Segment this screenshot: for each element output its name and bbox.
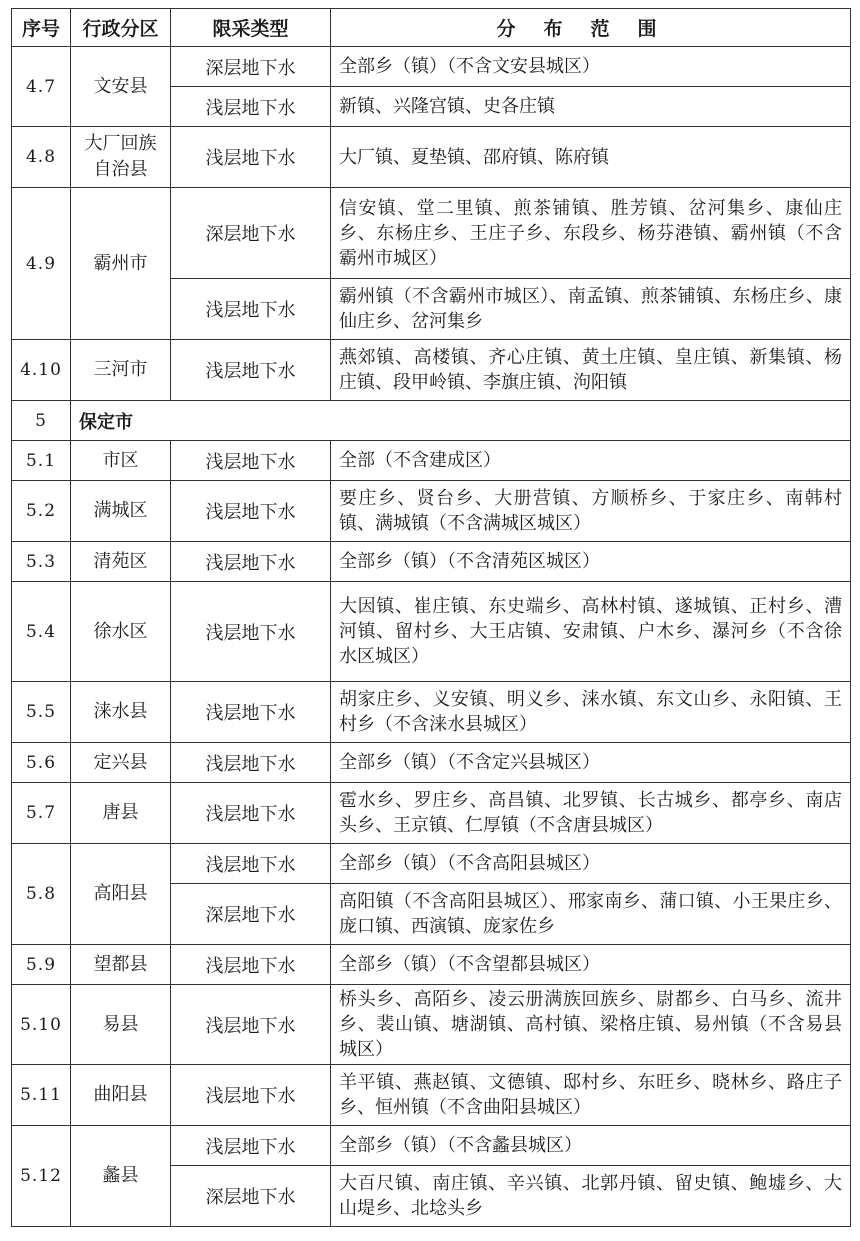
row-scope: 霸州镇（不含霸州市城区）、南孟镇、煎茶铺镇、东杨庄乡、康仙庄乡、岔河集乡 [331, 279, 851, 340]
row-district: 唐县 [71, 783, 171, 844]
row-district: 市区 [71, 441, 171, 481]
row-type: 深层地下水 [171, 1166, 331, 1227]
row-type: 浅层地下水 [171, 582, 331, 682]
row-district: 文安县 [71, 47, 171, 127]
table-row [12, 582, 851, 682]
row-type: 深层地下水 [171, 884, 331, 945]
row-type: 浅层地下水 [171, 985, 331, 1065]
table-body [12, 47, 851, 1227]
row-scope: 全部乡（镇）（不含蠡县城区） [331, 1126, 851, 1166]
table-row [12, 1126, 851, 1166]
row-seq: 4.9 [12, 188, 71, 340]
row-scope: 桥头乡、高陌乡、凌云册满族回族乡、尉都乡、白马乡、流井乡、裴山镇、塘湖镇、高村镇、梁格庄镇、易州镇（不含易县城区） [331, 985, 851, 1065]
row-seq: 5.10 [12, 985, 71, 1065]
row-seq: 5 [12, 401, 71, 441]
row-type: 浅层地下水 [171, 542, 331, 582]
row-seq: 5.6 [12, 743, 71, 783]
header-scope: 分布范围 [331, 9, 851, 47]
row-scope: 雹水乡、罗庄乡、高昌镇、北罗镇、长古城乡、都亭乡、南店头乡、王京镇、仁厚镇（不含唐县城区） [331, 783, 851, 844]
table-row [12, 340, 851, 401]
row-seq: 5.2 [12, 481, 71, 542]
row-district: 徐水区 [71, 582, 171, 682]
row-scope: 要庄乡、贤台乡、大册营镇、方顺桥乡、于家庄乡、南韩村镇、满城镇（不含满城区城区） [331, 481, 851, 542]
row-seq: 5.9 [12, 945, 71, 985]
row-seq: 4.7 [12, 47, 71, 127]
row-seq: 5.11 [12, 1065, 71, 1126]
row-type: 浅层地下水 [171, 1065, 331, 1126]
row-scope: 全部乡（镇）（不含文安县城区） [331, 47, 851, 87]
row-district: 易县 [71, 985, 171, 1065]
row-scope: 高阳镇（不含高阳县城区）、邢家南乡、蒲口镇、小王果庄乡、庞口镇、西演镇、庞家佐乡 [331, 884, 851, 945]
row-seq: 5.1 [12, 441, 71, 481]
row-scope: 全部乡（镇）（不含高阳县城区） [331, 844, 851, 884]
row-district: 定兴县 [71, 743, 171, 783]
row-seq: 4.8 [12, 127, 71, 188]
row-seq: 5.8 [12, 844, 71, 945]
row-type: 浅层地下水 [171, 743, 331, 783]
table-row [12, 682, 851, 743]
row-type: 浅层地下水 [171, 481, 331, 542]
row-seq: 5.7 [12, 783, 71, 844]
table-row [12, 47, 851, 87]
row-seq: 5.12 [12, 1126, 71, 1227]
row-scope: 羊平镇、燕赵镇、文德镇、邸村乡、东旺乡、晓林乡、路庄子乡、恒州镇（不含曲阳县城区） [331, 1065, 851, 1126]
row-type: 浅层地下水 [171, 682, 331, 743]
table-row [12, 844, 851, 884]
table-row [12, 945, 851, 985]
row-scope: 全部乡（镇）（不含定兴县城区） [331, 743, 851, 783]
table-row [12, 481, 851, 542]
row-district: 曲阳县 [71, 1065, 171, 1126]
table-row [12, 441, 851, 481]
row-type: 深层地下水 [171, 188, 331, 279]
row-scope: 全部（不含建成区） [331, 441, 851, 481]
row-district: 涞水县 [71, 682, 171, 743]
row-scope: 大厂镇、夏垫镇、邵府镇、陈府镇 [331, 127, 851, 188]
row-type: 浅层地下水 [171, 783, 331, 844]
row-seq: 4.10 [12, 340, 71, 401]
row-scope: 胡家庄乡、义安镇、明义乡、涞水镇、东文山乡、永阳镇、王村乡（不含涞水县城区） [331, 682, 851, 743]
row-district: 三河市 [71, 340, 171, 401]
row-seq: 5.4 [12, 582, 71, 682]
row-scope: 全部乡（镇）（不含望都县城区） [331, 945, 851, 985]
row-type: 浅层地下水 [171, 441, 331, 481]
row-type: 浅层地下水 [171, 844, 331, 884]
row-seq: 5.5 [12, 682, 71, 743]
row-seq: 5.3 [12, 542, 71, 582]
row-scope: 大因镇、崔庄镇、东史端乡、高林村镇、遂城镇、正村乡、漕河镇、留村乡、大王店镇、安肃镇、户木乡、瀑河乡（不含徐水区城区） [331, 582, 851, 682]
table-row [12, 1065, 851, 1126]
row-district: 高阳县 [71, 844, 171, 945]
row-type: 浅层地下水 [171, 340, 331, 401]
row-type: 浅层地下水 [171, 945, 331, 985]
header-district: 行政分区 [71, 9, 171, 47]
row-district: 满城区 [71, 481, 171, 542]
row-type: 浅层地下水 [171, 279, 331, 340]
row-scope: 燕郊镇、高楼镇、齐心庄镇、黄土庄镇、皇庄镇、新集镇、杨庄镇、段甲岭镇、李旗庄镇、泃阳镇 [331, 340, 851, 401]
row-type: 浅层地下水 [171, 87, 331, 127]
table-row [12, 127, 851, 188]
row-type: 浅层地下水 [171, 127, 331, 188]
row-type: 深层地下水 [171, 47, 331, 87]
table-row [12, 783, 851, 844]
row-district: 大厂回族自治县 [71, 127, 171, 188]
row-district: 蠡县 [71, 1126, 171, 1227]
row-scope: 全部乡（镇）（不含清苑区城区） [331, 542, 851, 582]
groundwater-restriction-table [11, 8, 851, 1227]
table-header-row [12, 9, 851, 47]
row-scope: 新镇、兴隆宫镇、史各庄镇 [331, 87, 851, 127]
table-row [12, 188, 851, 279]
row-district: 清苑区 [71, 542, 171, 582]
header-type: 限采类型 [171, 9, 331, 47]
row-scope: 大百尺镇、南庄镇、辛兴镇、北郭丹镇、留史镇、鲍墟乡、大山堤乡、北埝头乡 [331, 1166, 851, 1227]
city-title: 保定市 [71, 401, 851, 441]
table-row [12, 743, 851, 783]
header-seq: 序号 [12, 9, 71, 47]
row-scope: 信安镇、堂二里镇、煎茶铺镇、胜芳镇、岔河集乡、康仙庄乡、东杨庄乡、王庄子乡、东段乡、杨芬港镇、霸州镇（不含霸州市城区） [331, 188, 851, 279]
row-district: 霸州市 [71, 188, 171, 340]
table-row [12, 542, 851, 582]
row-type: 浅层地下水 [171, 1126, 331, 1166]
row-district: 望都县 [71, 945, 171, 985]
city-row [12, 401, 851, 441]
table-row [12, 985, 851, 1065]
